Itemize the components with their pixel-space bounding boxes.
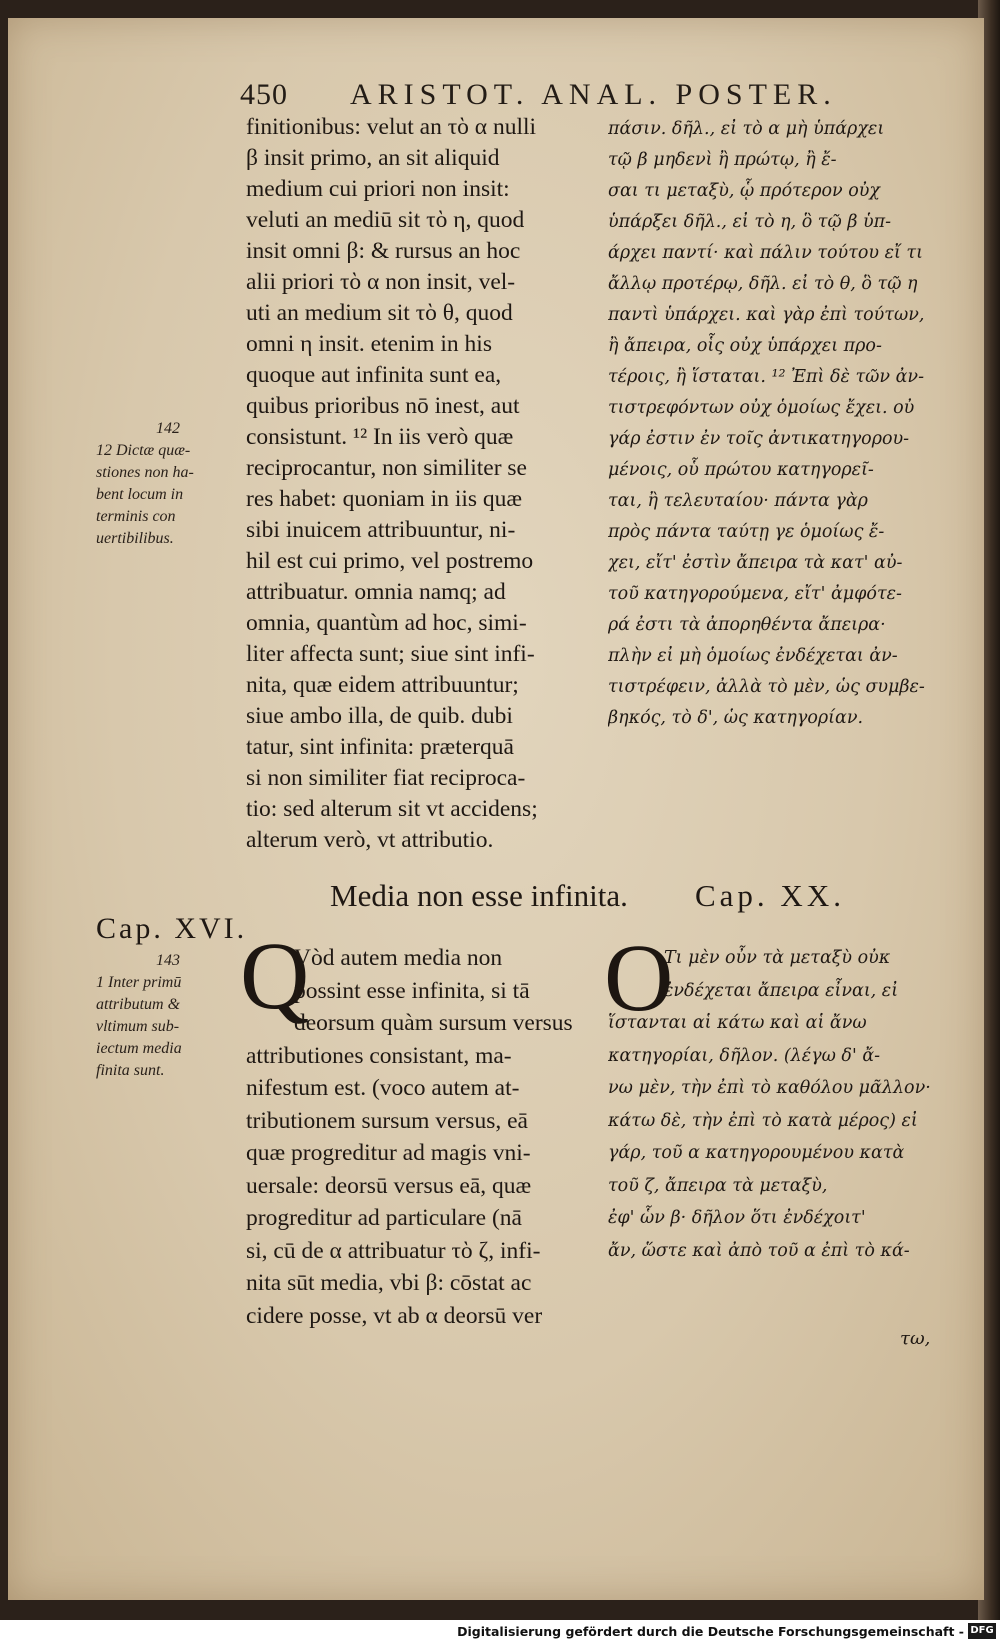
greek-line: Τι μὲν οὖν τὰ μεταξὺ οὐκ [664, 948, 891, 968]
greek-line: κατηγορίαι, δῆλον. (λέγω δ' ἄ- [608, 1045, 881, 1066]
latin-column-lower [246, 942, 586, 1332]
greek-line: ται, ἢ τελευταίου· πάντα γὰρ [608, 491, 868, 511]
marginal-note-number: 142 [156, 420, 180, 437]
latin-line: deorsum quàm sursum versus [294, 1010, 573, 1036]
dfg-logo: DFG [968, 1623, 996, 1639]
latin-line: quibus prioribus nō inest, aut [246, 393, 520, 419]
latin-line: attribuatur. omnia namq; ad [246, 579, 506, 605]
greek-line: μένοις, οὗ πρώτου κατηγορεῖ- [608, 460, 874, 480]
latin-line: alii priori τὸ α non insit, vel- [246, 269, 516, 295]
digitization-footer [0, 1620, 1000, 1643]
greek-line: τέροις, ἢ ἵσταται. ¹² Ἐπὶ δὲ τῶν ἀν- [608, 367, 924, 387]
greek-line: ἢ ἄπειρα, οἷς οὐχ ὑπάρχει προ- [608, 336, 882, 356]
marginal-note-line: attributum & [96, 996, 181, 1013]
greek-line: ὑπάρξει δῆλ., εἰ τὸ η, ὃ τῷ β ὑπ- [608, 212, 892, 232]
greek-line: ἐνδέχεται ἄπειρα εἶναι, εἰ [664, 980, 899, 1001]
greek-line: γάρ, τοῦ α κατηγορουμένου κατὰ [608, 1143, 905, 1163]
latin-line: quoque aut infinita sunt ea, [246, 362, 502, 388]
greek-line: πλὴν εἰ μὴ ὁμοίως ἐνδέχεται ἀν- [608, 646, 898, 666]
margin-chapter-label: Cap. XVI. [96, 912, 248, 945]
latin-line: res habet: quoniam in iis quæ [246, 486, 523, 512]
latin-line: si non similiter fiat reciproca- [246, 765, 526, 791]
greek-line: τῷ β μηδενὶ ἢ πρώτῳ, ἢ ἔ- [608, 150, 837, 170]
latin-line: attributiones consistant, ma- [246, 1042, 512, 1069]
latin-line: β insit primo, an sit aliquid [246, 145, 500, 171]
greek-drop-cap: Ο [604, 924, 674, 1031]
latin-line: Vòd autem media non [294, 945, 503, 971]
page-number: 450 [240, 78, 288, 111]
latin-line: medium cui priori non insit: [246, 176, 510, 202]
marginal-note-number: 143 [156, 952, 180, 969]
greek-line: ἄλλῳ προτέρῳ, δῆλ. εἰ τὸ θ, ὃ τῷ η [608, 274, 918, 294]
latin-line: hil est cui primo, vel postremo [246, 548, 534, 574]
greek-line: νω μὲν, τὴν ἐπὶ τὸ καθόλου μᾶλλον· [608, 1078, 931, 1098]
marginal-note-line: finita sunt. [96, 1062, 165, 1079]
greek-line: τιστρέφειν, ἀλλὰ τὸ μὲν, ὡς συμβε- [608, 677, 925, 697]
greek-line: πάσιν. δῆλ., εἰ τὸ α μὴ ὑπάρχει [608, 119, 885, 139]
latin-line: nita, quæ eidem attribuuntur; [246, 672, 519, 698]
latin-line: finitionibus: velut an τὸ α nulli [246, 114, 537, 140]
latin-line: progreditur ad particulare (nā [246, 1205, 522, 1231]
greek-line: ρά ἐστι τὰ ἀπορηθέντα ἄπειρα· [608, 615, 886, 635]
greek-line: χει, εἴτ' ἐστὶν ἄπειρα τὰ κατ' αὐ- [608, 553, 903, 573]
latin-line: reciprocantur, non similiter se [246, 455, 527, 481]
latin-line: tatur, sint infinita: præterquā [246, 734, 514, 760]
greek-line: ἵστανται αἱ κάτω καὶ αἱ ἄνω [608, 1013, 867, 1033]
marginal-note-line: stiones non ha- [96, 464, 194, 481]
latin-line: omnia, quantùm ad hoc, simi- [246, 610, 527, 636]
latin-line: tributionem sursum versus, eā [246, 1107, 528, 1134]
latin-line: cidere posse, vt ab α deorsū ver [246, 1302, 543, 1329]
latin-line: uti an medium sit τὸ θ, quod [246, 300, 513, 326]
funding-credit: Digitalisierung gefördert durch die Deutsche Forschungsgemeinschaft - [457, 1624, 964, 1639]
chapter-number: Cap. XX. [695, 878, 845, 913]
latin-line: possint esse infinita, si tā [294, 977, 530, 1004]
running-title: ARISTOT. ANAL. POSTER. [350, 78, 837, 111]
greek-column-upper [608, 114, 944, 734]
marginal-note-143 [96, 950, 182, 1082]
chapter-title: Media non esse infinita. [330, 878, 628, 913]
greek-line: πρὸς πάντα ταύτῃ γε ὁμοίως ἔ- [608, 522, 885, 542]
greek-line: κάτω δὲ, τὴν ἐπὶ τὸ κατὰ μέρος) εἰ [608, 1110, 918, 1131]
latin-drop-cap: Q [240, 922, 310, 1029]
latin-line: nita sūt media, vbi β: cōstat ac [246, 1270, 532, 1296]
latin-line: uersale: deorsū versus eā, quæ [246, 1172, 532, 1199]
marginal-note-line: uertibilibus. [96, 530, 174, 547]
latin-line: insit omni β: & rursus an hoc [246, 238, 521, 264]
catchword: τω, [900, 1328, 931, 1349]
latin-line: veluti an mediū sit τὸ η, quod [246, 207, 525, 233]
marginal-note-line: vltimum sub- [96, 1018, 180, 1035]
greek-line: σαι τι μεταξὺ, ᾧ πρότερον οὐχ [608, 181, 880, 201]
latin-line: liter affecta sunt; siue sint infi- [246, 641, 535, 667]
marginal-note-line: terminis con [96, 508, 176, 525]
marginal-note-line: iectum media [96, 1040, 182, 1057]
latin-column-upper [246, 112, 582, 856]
greek-line: γάρ ἐστιν ἐν τοῖς ἀντικατηγορου- [608, 429, 910, 449]
greek-column-lower [608, 942, 944, 1267]
marginal-note-142 [96, 418, 194, 550]
latin-line: nifestum est. (voco autem at- [246, 1075, 520, 1101]
latin-line: siue ambo illa, de quib. dubi [246, 703, 513, 729]
greek-line: τιστρεφόντων οὐχ ὁμοίως ἔχει. οὐ [608, 398, 915, 418]
latin-line: tio: sed alterum sit vt accidens; [246, 796, 538, 822]
marginal-note-line: 1 Inter primū [96, 974, 182, 991]
greek-line: τοῦ ζ, ἄπειρα τὰ μεταξὺ, [608, 1175, 828, 1196]
latin-line: consistunt. ¹² In iis verò quæ [246, 424, 514, 450]
marginal-note-line: bent locum in [96, 486, 184, 503]
greek-line: ἐφ' ὧν β· δῆλον ὅτι ἐνδέχοιτ' [608, 1208, 866, 1228]
latin-line: quæ progreditur ad magis vni- [246, 1140, 531, 1166]
greek-line: βηκός, τὸ δ', ὡς κατηγορίαν. [608, 708, 864, 728]
latin-line: si, cū de α attribuatur τὸ ζ, infi- [246, 1237, 541, 1264]
greek-line: άρχει παντί· καὶ πάλιν τούτου εἴ τι [608, 243, 923, 263]
chapter-heading [330, 878, 870, 918]
greek-line: τοῦ κατηγορούμενα, εἴτ' ἀμφότε- [608, 584, 902, 604]
latin-line: sibi inuicem attribuuntur, ni- [246, 517, 516, 543]
greek-line: παντὶ ὑπάρχει. καὶ γὰρ ἐπὶ τούτων, [608, 305, 925, 325]
greek-line: ἄν, ὥστε καὶ ἀπὸ τοῦ α ἐπὶ τὸ κά- [608, 1240, 910, 1261]
marginal-note-line: 12 Dictæ quæ- [96, 442, 191, 459]
latin-line: omni η insit. etenim in his [246, 331, 492, 357]
latin-line: alterum verò, vt attributio. [246, 827, 494, 853]
